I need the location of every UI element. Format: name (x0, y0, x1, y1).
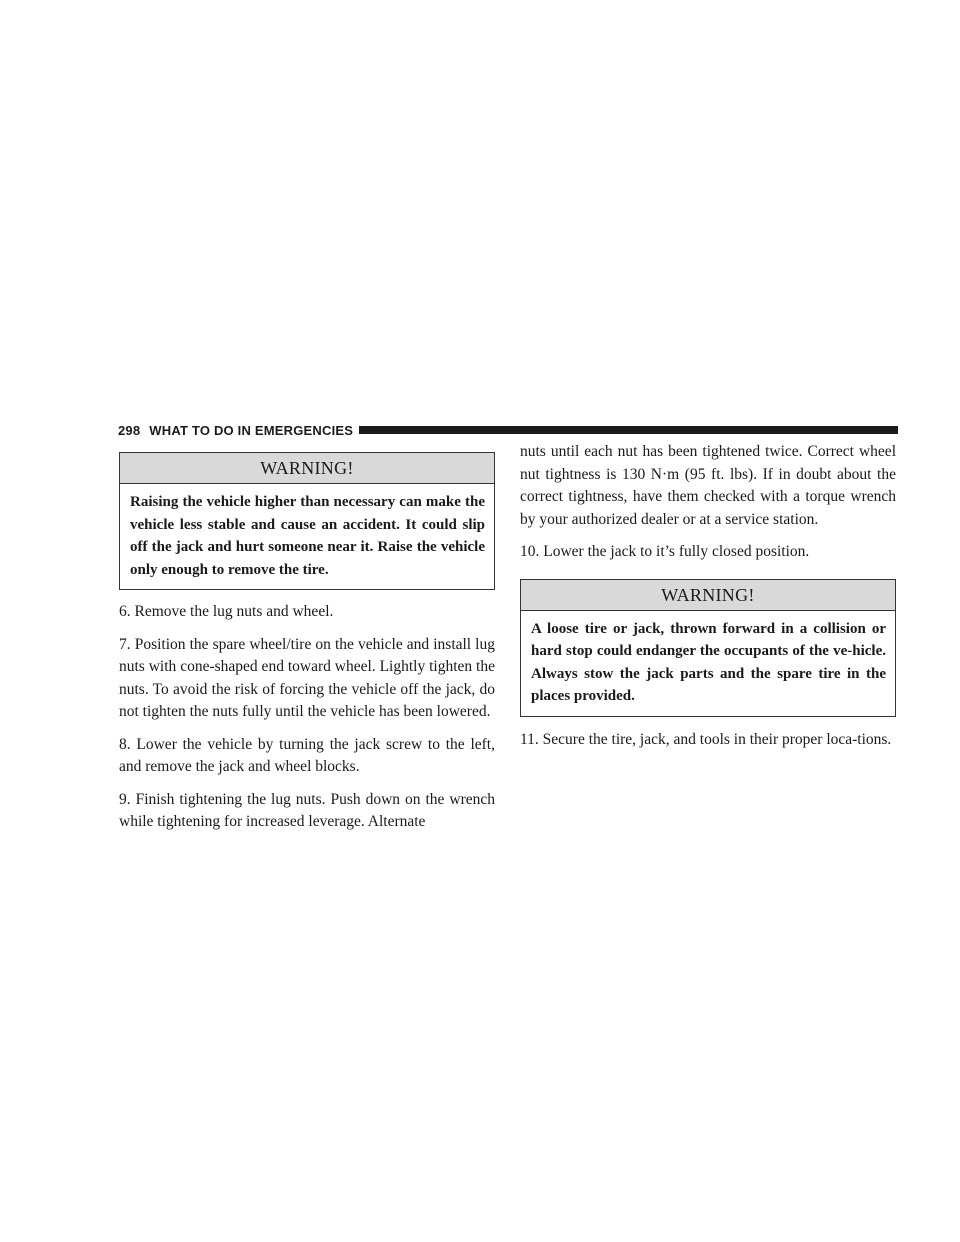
section-title: WHAT TO DO IN EMERGENCIES (149, 422, 354, 438)
header-rule (359, 426, 898, 434)
step-9-continuation: nuts until each nut has been tightened twice. Correct wheel nut tightness is 130 N·m (95 ft. lbs). If in doubt about the correct tightness, have them checked with a torque wrench by your authorized dealer or at a service station. (520, 443, 896, 528)
warning-text: A loose tire or jack, thrown forward in a collision or hard stop could endanger the occupants of the ve-hicle. Always stow the jack parts and the spare tire in the places provided. (531, 620, 886, 704)
right-column (520, 441, 896, 761)
warning-box-loose-tire (520, 579, 896, 717)
step-11: 11. Secure the tire, jack, and tools in their proper loca-tions. (520, 730, 892, 748)
page-number: 298 (118, 422, 141, 438)
warning-title: WARNING! (521, 580, 895, 611)
step-9: 9. Finish tightening the lug nuts. Push down on the wrench while tightening for increased leverage. Alternate (119, 790, 495, 830)
left-column (119, 452, 495, 844)
warning-box-raising (119, 452, 495, 590)
step-7: 7. Position the spare wheel/tire on the vehicle and install lug nuts with cone-shaped end toward wheel. Lightly tighten the nuts. To avoid the risk of forcing the vehicle off the jack, do not tighten the nuts fully until the vehicle has been lowered. (119, 635, 495, 720)
step-8: 8. Lower the vehicle by turning the jack screw to the left, and remove the jack and wheel blocks. (119, 735, 495, 775)
page-header (118, 422, 898, 438)
warning-text: Raising the vehicle higher than necessary can make the vehicle less stable and cause an accident. It could slip off the jack and hurt someone near it. Raise the vehicle only enough to remove the tire. (130, 494, 485, 578)
warning-title: WARNING! (120, 453, 494, 484)
step-6: 6. Remove the lug nuts and wheel. (119, 603, 334, 620)
step-10: 10. Lower the jack to it’s fully closed position. (520, 543, 810, 560)
